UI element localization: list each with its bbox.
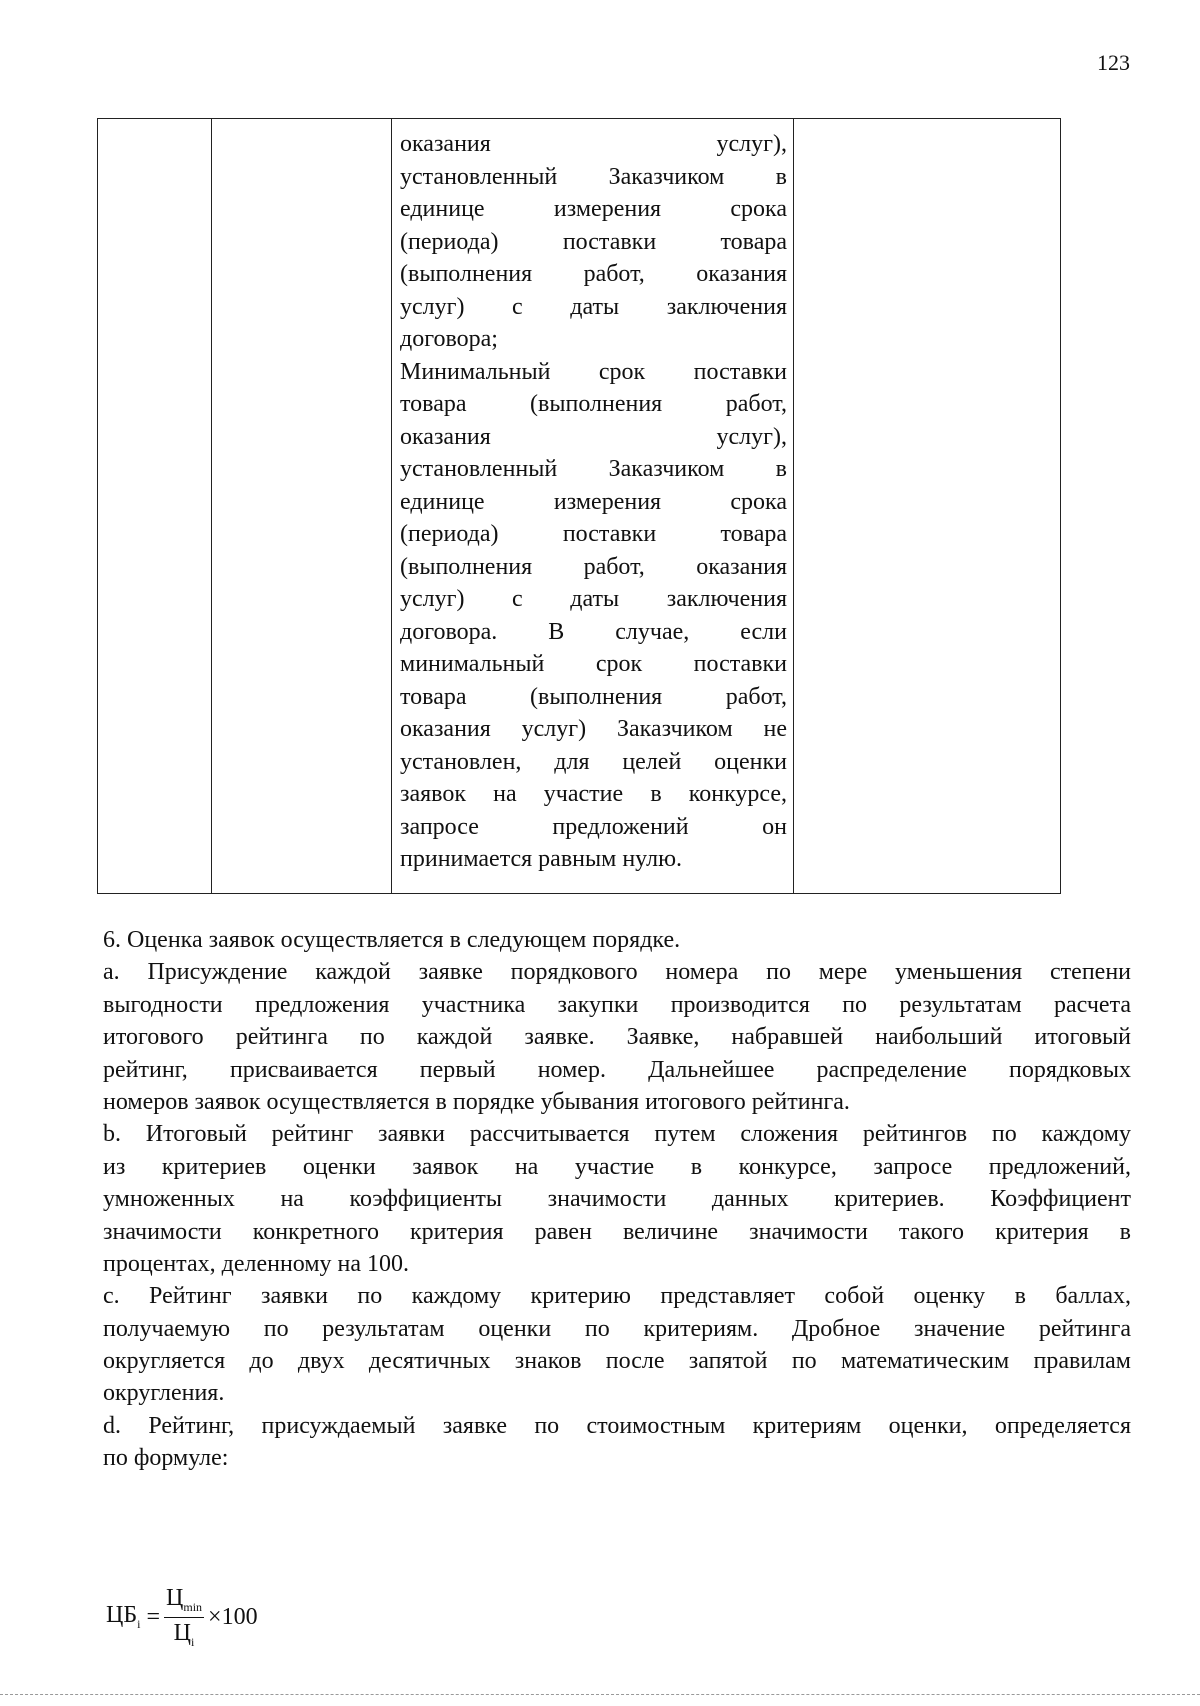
formula-denominator: $Ц_i$ — [173, 1619, 195, 1649]
paragraph-line: номеров заявок осуществляется в порядке убывания итогового рейтинга. — [103, 1088, 850, 1115]
paragraph-line: округляется до двух десятичных знаков после запятой по математическим правилам — [103, 1348, 1131, 1375]
formula-fraction — [164, 1585, 204, 1650]
cell-text-line: услуг) с даты заключения — [400, 586, 787, 612]
cell-text-line: оказания услуг) Заказчиком не — [400, 716, 787, 742]
cell-text-line: (выполнения работ, оказания — [400, 261, 787, 287]
paragraph-line: из критериев оценки заявок на участие в конкурсе, запросе предложений, — [103, 1153, 1131, 1180]
cell-text-line: установленный Заказчиком в — [400, 163, 787, 190]
table-cell-description — [392, 119, 794, 893]
cell-text-line: установленный Заказчиком в — [400, 456, 787, 482]
criteria-table-fragment — [97, 118, 1061, 894]
cell-text-line: (выполнения работ, оказания — [400, 553, 787, 580]
paragraph-line: d. Рейтинг, присуждаемый заявке по стоимостным критериям оценки, определяется — [103, 1412, 1131, 1439]
cell-text-line: запросе предложений он — [400, 813, 787, 840]
cell-text-line: заявок на участие в конкурсе, — [400, 781, 787, 807]
cell-text-line: (периода) поставки товара — [400, 228, 787, 255]
cell-text-line: минимальный срок поставки — [400, 651, 787, 677]
paragraph-line: значимости конкретного критерия равен величине значимости такого критерия в — [103, 1218, 1131, 1245]
page-number: 123 — [1097, 50, 1130, 75]
price-rating-formula — [106, 1585, 258, 1650]
paragraph-line: по формуле: — [103, 1445, 229, 1472]
cell-text-line: Минимальный срок поставки — [400, 358, 787, 385]
cell-text-line: оказания услуг), — [400, 131, 787, 157]
formula-numerator: $Ц_{min}$ — [164, 1585, 204, 1618]
paragraph-line: получаемую по результатам оценки по критериям. Дробное значение рейтинга — [103, 1315, 1131, 1342]
formula-multiplier: ×100 — [208, 1603, 258, 1630]
paragraph-line: a. Присуждение каждой заявке порядкового номера по мере уменьшения степени — [103, 959, 1131, 986]
cell-text-line: услуг) с даты заключения — [400, 293, 787, 320]
paragraph-line: c. Рейтинг заявки по каждому критерию представляет собой оценку в баллах, — [103, 1283, 1131, 1310]
paragraph-line: рейтинг, присваивается первый номер. Дальнейшее распределение порядковых — [103, 1056, 1131, 1083]
table-cell-number — [98, 119, 212, 893]
paragraph-line: процентах, деленному на 100. — [103, 1250, 410, 1277]
evaluation-procedure-text — [103, 924, 1131, 1475]
cell-text-line: единице измерения срока — [400, 196, 787, 222]
cell-text-line: установлен, для целей оценки — [400, 748, 787, 775]
table-cell-criterion — [212, 119, 392, 893]
formula-lhs: $ЦБ_i$ — [106, 1602, 141, 1632]
paragraph-line: b. Итоговый рейтинг заявки рассчитывается путем сложения рейтингов по каждому — [103, 1121, 1131, 1148]
paragraph-line: выгодности предложения участника закупки производится по результатам расчета — [103, 991, 1131, 1018]
cell-text-line: товара (выполнения работ, — [400, 391, 787, 417]
scan-bottom-edge — [0, 1694, 1200, 1695]
cell-text-line: (периода) поставки товара — [400, 521, 787, 547]
cell-text-line: товара (выполнения работ, — [400, 683, 787, 710]
paragraph-line: умноженных на коэффициенты значимости данных критериев. Коэффициент — [103, 1186, 1131, 1213]
formula-equals: = — [146, 1603, 161, 1630]
paragraph-line: итогового рейтинга по каждой заявке. Заявке, набравшей наибольший итоговый — [103, 1024, 1131, 1051]
cell-text-line: договора; — [400, 326, 498, 352]
cell-text-line: принимается равным нулю. — [400, 846, 683, 872]
table-cell-notes — [794, 119, 1060, 893]
cell-text-line: оказания услуг), — [400, 423, 787, 450]
cell-text-line: единице измерения срока — [400, 488, 787, 515]
section-heading-6: 6. Оценка заявок осуществляется в следующем порядке. — [103, 927, 681, 953]
cell-text-line: договора. В случае, если — [400, 618, 787, 645]
paragraph-line: округления. — [103, 1380, 225, 1407]
